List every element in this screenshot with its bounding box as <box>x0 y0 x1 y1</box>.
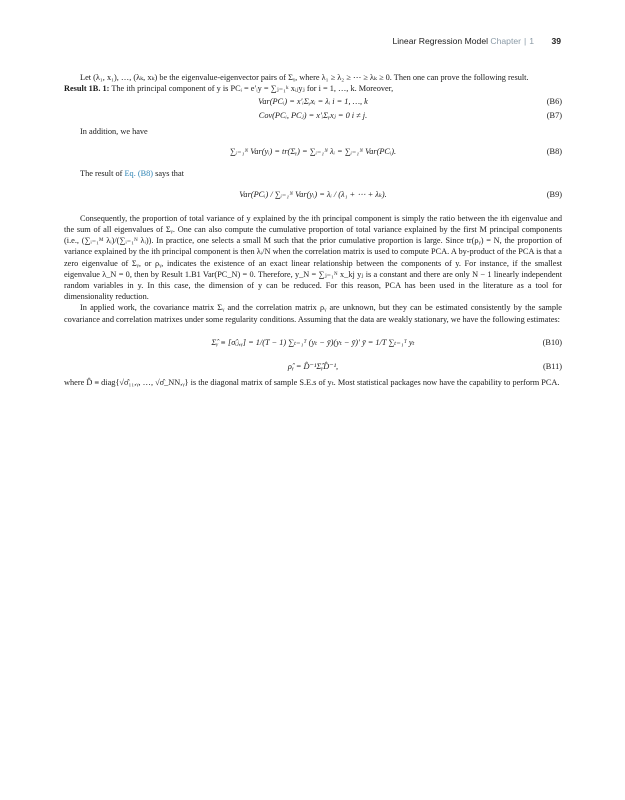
book-section-title: Linear Regression Model <box>392 36 489 46</box>
equation-b8-body: ∑ᵢ₌₁ᴺ Var(yᵢ) = tr(Σᵧ) = ∑ᵢ₌₁ᴺ λᵢ = ∑ᵢ₌₁ᴺ Var(PCᵢ). <box>229 146 397 156</box>
equation-b10 <box>64 329 562 359</box>
eq-ref-suffix: says that <box>155 168 184 178</box>
equation-b11-body: ρ̂ᵧ = D̂⁻¹Σ̂ᵧD̂⁻¹, <box>287 361 339 371</box>
equation-b9-number: (B9) <box>546 189 562 199</box>
eq-ref-prefix: The result of <box>80 168 123 178</box>
result-text: The ith principal component of y is PCᵢ = e′ᵢy = ∑ⱼ₌₁ᵏ xᵢⱼyⱼ for i = 1, …, k. Moreover, <box>111 84 394 94</box>
eq-reference-line <box>64 168 562 179</box>
applied-work-paragraph: In applied work, the covariance matrix Σᵧ and the correlation matrix ρᵧ are unknown, but they can be estimated consistently by the sample covariance and correlation matrixes under some regularity conditions. Assuming that the data are weakly stationary, we have the following estimates: <box>64 303 562 324</box>
equation-b10-number: (B10) <box>542 337 562 347</box>
chapter-number: 1 <box>529 36 534 46</box>
chapter-label: Chapter <box>490 36 521 46</box>
running-header <box>0 35 625 49</box>
equation-b10-body: Σ̂ᵧ ≡ [σ̂ᵢⱼ,ᵧ] = 1/(T − 1) ∑ₜ₌₁ᵀ (yₜ − ȳ)(yₜ − ȳ)′ ȳ = 1/T ∑ₜ₌₁ᵀ yₜ <box>211 337 415 347</box>
equation-b6 <box>64 96 562 110</box>
equation-b9-body: Var(PCᵢ) / ∑ᵢ₌₁ᴺ Var(yᵢ) = λᵢ / (λ₁ + ⋯ + λₖ). <box>239 189 387 199</box>
equation-b11 <box>64 359 562 377</box>
page-number: 39 <box>551 36 561 46</box>
equation-b7-number: (B7) <box>546 111 562 121</box>
result-label: Result 1B. 1: <box>64 84 110 94</box>
equation-b6-number: (B6) <box>546 97 562 107</box>
in-addition-text: In addition, we have <box>80 127 148 137</box>
consequently-paragraph: Consequently, the proportion of total variance of y explained by the ith principal component is simply the ratio between the ith eigenvalue and the sum of all eigenvalues of Σᵧ. One can also compute the cumulative proportion of total variance explained by the first M principal components (i.e., (∑ᵢ₌₁ᴹ λᵢ)/(∑ᵢ₌₁ᴺ λᵢ)). In practice, one selects a small M such that the prior cumulative proportion is large. Since tr(ρᵧ) = N, the proportion of variance explained by the ith principal component is then λᵢ/N when the correlation matrix is used to compute PCA. A by-product of the PCA is that a zero eigenvalue of Σᵧ, or ρᵧ, indicates the existence of an exact linear relationship between the components of y. For instance, if the smallest eigenvalue λ_N = 0, then by Result 1.B1 Var(PC_N) = 0. Therefore, y_N = ∑ⱼ₌₁ᴺ x_kj yⱼ is a constant and there are only N − 1 linearly independent random variables in y. In this case, the dimension of y can be reduced. For this reason, PCA has been used in the literature as a tool for dimensionality reduction. <box>64 213 562 302</box>
eq-b8-link[interactable]: Eq. (B8) <box>124 168 154 178</box>
equation-b6-body: Var(PCᵢ) = x′ᵢΣᵧxᵢ = λᵢ i = 1, …, k <box>258 97 368 107</box>
equation-b7-body: Cov(PCᵢ, PCⱼ) = x′ᵢΣᵧxⱼ = 0 i ≠ j. <box>258 111 368 121</box>
result-statement <box>64 83 562 94</box>
running-title <box>392 36 534 46</box>
equation-b8-number: (B8) <box>546 146 562 156</box>
equation-b8 <box>64 138 562 168</box>
page-body <box>64 72 562 388</box>
equation-b9 <box>64 179 562 213</box>
where-paragraph: where D̂ ≡ diag{√σ̂₁₁,ᵧ, …, √σ̂_NN,ᵧ} is the diagonal matrix of sample S.E.s of yₜ. Most statistical packages now have the capability to perform PCA. <box>64 377 560 387</box>
equation-b11-number: (B11) <box>542 361 562 371</box>
header-separator: | <box>523 36 527 46</box>
intro-paragraph: Let (λ₁, x₁), …, (λₖ, xₖ) be the eigenvalue-eigenvector pairs of Σᵧ, where λ₁ ≥ λ₂ ≥ ⋯ ≥ λₖ ≥ 0. Then one can prove the following result. <box>80 73 529 82</box>
equation-b7 <box>64 110 562 124</box>
